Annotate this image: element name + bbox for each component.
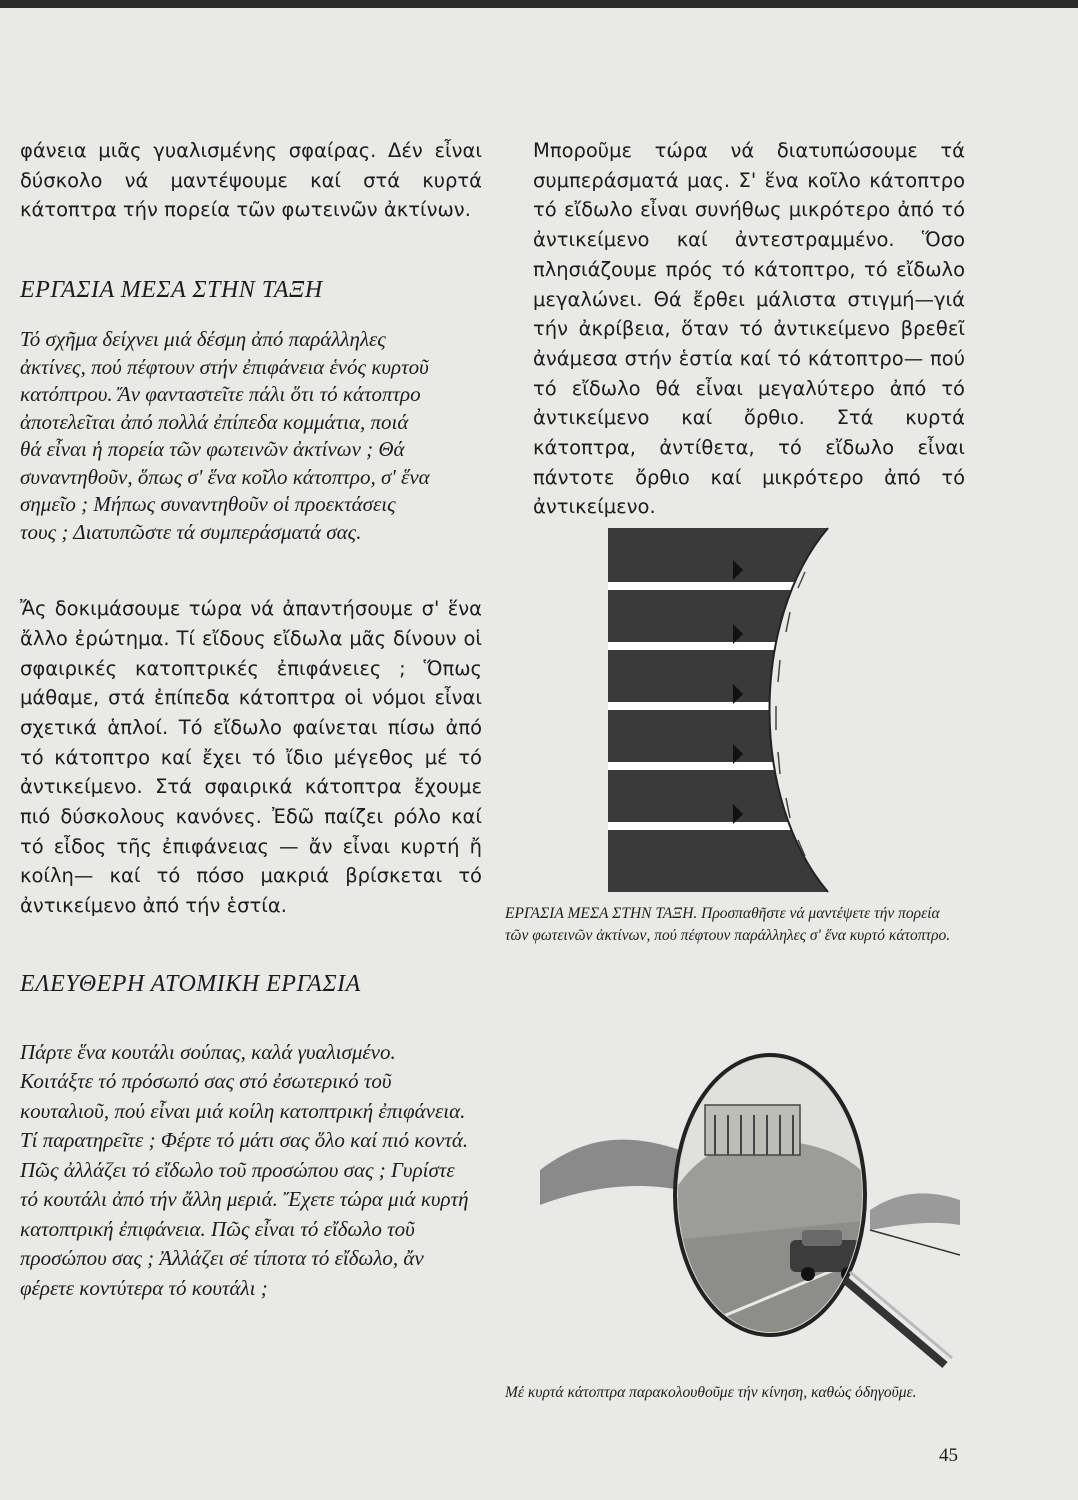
road-mirror-illustration: [540, 1040, 960, 1380]
background-hill-right: [870, 1193, 960, 1230]
individual-work-paragraph: Πάρτε ἕνα κουτάλι σούπας, καλά γυαλισμένο. Κοιτάξτε τό πρόσωπό σας στό ἐσωτερικό τοῦ κουταλιοῦ, πού εἶναι μιά κοίλη κατοπτρική ἐπιφάνεια. Τί παρατηρεῖτε ; Φέρτε τό μάτι σας ὅλο καί πιό κοντά. Πῶς ἀλλάζει τό εἴδωλο τοῦ προσώπου σας ; Γυρίστε τό κουτάλι ἀπό τήν ἄλλη μεριά. Ἔχετε τώρα μιά κυρτή κατοπτρική ἐπιφάνεια. Πῶς εἶναι τό εἴδωλο τοῦ προσώπου σας ; Ἀλλάζει σέ τίποτα τό εἴδωλο, ἄν φέρετε κοντύτερα τό κουτάλι ;: [20, 1039, 469, 1300]
spherical-mirrors-paragraph: Ἄς δοκιμάσουμε τώρα νά ἀπαντήσουμε σ' ἕνα ἄλλο ἐρώτημα. Τί εἴδους εἴδωλα μᾶς δίνουν οἱ σφαιρικές κατοπτρικές ἐπιφάνειες ; Ὅπως μάθαμε, στά ἐπίπεδα κάτοπτρα οἱ νόμοι εἶναι σχετικά ἁπλοί. Τό εἴδωλο φαίνεται πίσω ἀπό τό κάτοπτρο καί ἔχει τό ἴδιο μέγεθος μέ τό ἀντικείμενο. Στά σφαιρικά κάτοπτρα ἔχουμε πιό δύσκολους κανόνες. Ἐδῶ παίζει ρόλο καί τό εἶδος τῆς ἐπιφάνειας — ἄν εἶναι κυρτή ἤ κοίλη— καί τό πόσο μακριά βρίσκεται τό ἀντικείμενο ἀπό τήν ἑστία.: [20, 597, 482, 918]
light-ray-2: [608, 642, 838, 650]
figure2-caption: Μέ κυρτά κάτοπτρα παρακολουθοῦμε τήν κίνηση, καθώς ὁδηγοῦμε.: [505, 1384, 917, 1401]
figure1-caption-text: Προσπαθῆστε νά μαντέψετε τήν πορεία τῶν φωτεινῶν ἀκτίνων, πού πέφτουν παράλληλες σ' ἕνα κυρτό κάτοπτρο.: [505, 905, 951, 944]
light-ray-5: [608, 822, 838, 830]
light-ray-1: [608, 582, 838, 590]
right-column: [500, 136, 965, 522]
individual-work-heading: ΕΛΕΥΘΕΡΗ ΑΤΟΜΙΚΗ ΕΡΓΑΣΙΑ: [20, 970, 361, 997]
page-number: 45: [939, 1445, 958, 1466]
convex-mirror-rays-figure: [600, 520, 860, 900]
scan-top-edge: [0, 0, 1078, 8]
parthenon: [705, 1105, 800, 1155]
figure1-caption: [505, 903, 965, 947]
figure1-caption-lead: ΕΡΓΑΣΙΑ ΜΕΣΑ ΣΤΗΝ ΤΑΞΗ.: [505, 905, 698, 922]
intro-paragraph: φάνεια μιᾶς γυαλισμένης σφαίρας. Δέν εἶναι δύσκολο νά μαντέψουμε καί στά κυρτά κάτοπτρα τήν πορεία τῶν φωτεινῶν ἀκτίνων.: [20, 139, 482, 222]
classroom-work-heading: ΕΡΓΑΣΙΑ ΜΕΣΑ ΣΤΗΝ ΤΑΞΗ: [20, 277, 323, 304]
conclusions-paragraph: Μπορoῦμε τώρα νά διατυπώσουμε τά συμπεράσματά μας. Σ' ἕνα κοῖλο κάτοπτρο τό εἴδωλο εἶναι συνήθως μικρότερο ἀπό τό ἀντικείμενο καί ἀντεστραμμένο. Ὅσο πλησιάζουμε πρός τό κάτοπτρο, τό εἴδωλο μεγαλώνει. Θά ἔρθει μάλιστα στιγμή—γιά τήν ἀκρίβεια, ὅταν τό ἀντικείμενο βρεθεῖ ἀνάμεσα στήν ἑστία καί τό κάτοπτρο— πού τό εἴδωλο θά εἶναι μεγαλύτερο ἀπό τό ἀντικείμενο καί ὄρθιο. Στά κυρτά κάτοπτρα, ἀντίθετα, τό εἴδωλο εἶναι πάντοτε ὄρθιο καί μικρότερο ἀπό τό ἀντικείμενο.: [533, 139, 965, 519]
left-column: [20, 136, 482, 1303]
background-hill-left: [540, 1140, 680, 1205]
light-ray-4: [608, 762, 838, 770]
classroom-work-paragraph: Τό σχῆμα δείχνει μιά δέσμη ἀπό παράλληλες ἀκτίνες, πού πέφτουν στήν ἐπιφάνεια ἑνός κυρτοῦ κατόπτρου. Ἄν φανταστεῖτε πάλι ὅτι τό κάτοπτρο ἀποτελεῖται ἀπό πολλά ἐπίπεδα κομμάτια, ποιά θά εἶναι ἡ πορεία τῶν φωτεινῶν ἀκτίνων ; Θά συναντηθοῦν, ὅπως σ' ἕνα κοῖλο κάτοπτρο, σ' ἕνα σημεῖο ; Μήπως συναντηθοῦν οἱ προεκτάσεις τους ; Διατυπῶστε τά συμπεράσματά σας.: [20, 327, 430, 544]
light-ray-3: [608, 702, 838, 710]
mirror-pole: [845, 1280, 945, 1365]
